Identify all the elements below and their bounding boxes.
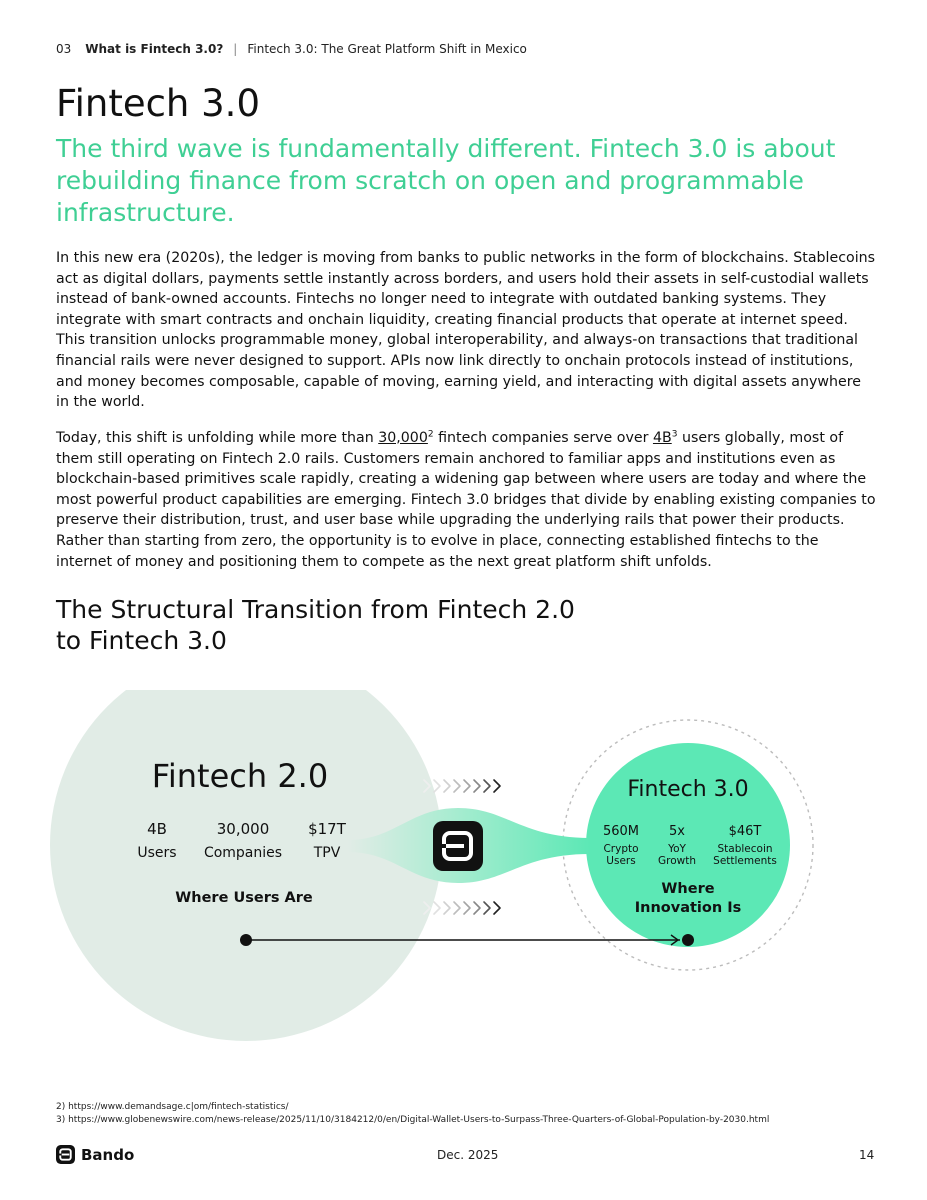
stat-label-crypto-users: Users — [606, 855, 636, 867]
stat-label-tpv: TPV — [313, 845, 341, 861]
fintech-2-title: Fintech 2.0 — [151, 757, 329, 795]
stat-link-companies[interactable]: 30,000 — [378, 430, 428, 446]
start-dot-icon — [240, 934, 252, 946]
body-paragraph-2 — [56, 428, 876, 572]
diagram-title: The Structural Transition from Fintech 2.0 to Fintech 3.0 — [56, 595, 575, 655]
stat-label-stablecoin: Stablecoin — [717, 843, 773, 855]
page-number: 14 — [859, 1148, 875, 1162]
footnote-3[interactable]: 3) https://www.globenewswire.com/news-release/2025/11/10/3184212/0/en/Digital-Wallet-Users-to-Surpass-Three-Quarters-of-Global-Population-by-2030.html — [56, 1115, 770, 1125]
page-header — [56, 42, 527, 56]
stat-value-users: 4B — [147, 820, 167, 838]
transition-diagram — [0, 690, 927, 1090]
footnotes — [56, 1101, 769, 1127]
chevron-arrows-bottom-icon — [424, 902, 500, 914]
stat-value-tpv: $17T — [308, 820, 346, 838]
footnote-2[interactable]: 2) https://www.demandsage.c|om/fintech-statistics/ — [56, 1102, 289, 1112]
bando-logo-icon — [433, 821, 483, 871]
lead-statement: The third wave is fundamentally different. Fintech 3.0 is about rebuilding finance from scratch on open and programmable infrastructure. — [56, 134, 836, 227]
stat-value-companies: 30,000 — [216, 820, 270, 838]
stat-label-settlements: Settlements — [713, 855, 777, 867]
chevron-arrows-top-icon — [424, 780, 500, 792]
fintech-3-caption-line2: Innovation Is — [634, 900, 742, 916]
footer-brand — [56, 1145, 134, 1164]
header-separator: | — [233, 42, 238, 56]
footnote-ref-3[interactable]: 3 — [671, 429, 678, 440]
paragraph-text: Today, this shift is unfolding while more than — [56, 430, 379, 446]
stat-value-crypto-users: 560M — [602, 824, 640, 839]
section-number: 03 — [56, 42, 72, 56]
footnote-ref-2[interactable]: 2 — [427, 429, 434, 440]
fintech-3-caption-line1: Where — [661, 881, 715, 897]
section-title: What is Fintech 3.0? — [85, 42, 224, 56]
stat-link-users[interactable]: 4B — [652, 430, 672, 446]
paragraph-text: fintech companies serve over — [433, 430, 653, 446]
brand-name: Bando — [81, 1145, 135, 1164]
stat-label-companies: Companies — [203, 845, 283, 861]
stat-label-growth: Growth — [657, 855, 697, 867]
body-paragraph-1: In this new era (2020s), the ledger is moving from banks to public networks in the form of blockchains. Stablecoins act as digital dollars, payments settle instantly across borders, and users hold their assets in self-custodial wallets instead of bank-owned accounts. Fintechs no longer need to integrate with outdated banking systems. They integrate with smart contracts and onchain liquidity, creating financial products that operate at internet speed. This transition unlocks programmable money, global interoperability, and always-on transactions that traditional financial rails were never designed to support. APIs now link directly to onchain protocols instead of institutions, and money becomes composable, capable of moving, earning yield, and interacting with digital assets anywhere in the world. — [56, 250, 876, 411]
paragraph-text: users globally, most of them still operating on Fintech 2.0 rails. Customers remain anchored to familiar apps and institutions even as blockchain-based primitives scale rapidly, creating a widening gap between where users are today and where the most powerful product capabilities are emerging. Fintech 3.0 bridges that divide by enabling existing companies to preserve their distribution, trust, and user base while upgrading the underlying rails that power their products. Rather than starting from zero, the opportunity is to evolve in place, connecting established fintechs to the internet of money and positioning them to compete as the next great platform shift unfolds. — [56, 430, 876, 570]
stat-value-growth: 5x — [669, 824, 685, 839]
stat-label-users: Users — [137, 845, 177, 861]
fintech-3-title: Fintech 3.0 — [627, 777, 749, 802]
stat-label-yoy: YoY — [668, 843, 686, 855]
end-dot-icon — [682, 934, 694, 946]
stat-value-settlements: $46T — [728, 824, 762, 839]
page-title: Fintech 3.0 — [56, 82, 260, 125]
footer-date: Dec. 2025 — [437, 1148, 499, 1162]
bando-logo-icon — [56, 1145, 75, 1164]
fintech-2-circle — [50, 690, 442, 1041]
document-title: Fintech 3.0: The Great Platform Shift in Mexico — [247, 42, 527, 56]
fintech-2-caption: Where Users Are — [175, 890, 313, 906]
stat-label-crypto: Crypto — [603, 843, 639, 855]
